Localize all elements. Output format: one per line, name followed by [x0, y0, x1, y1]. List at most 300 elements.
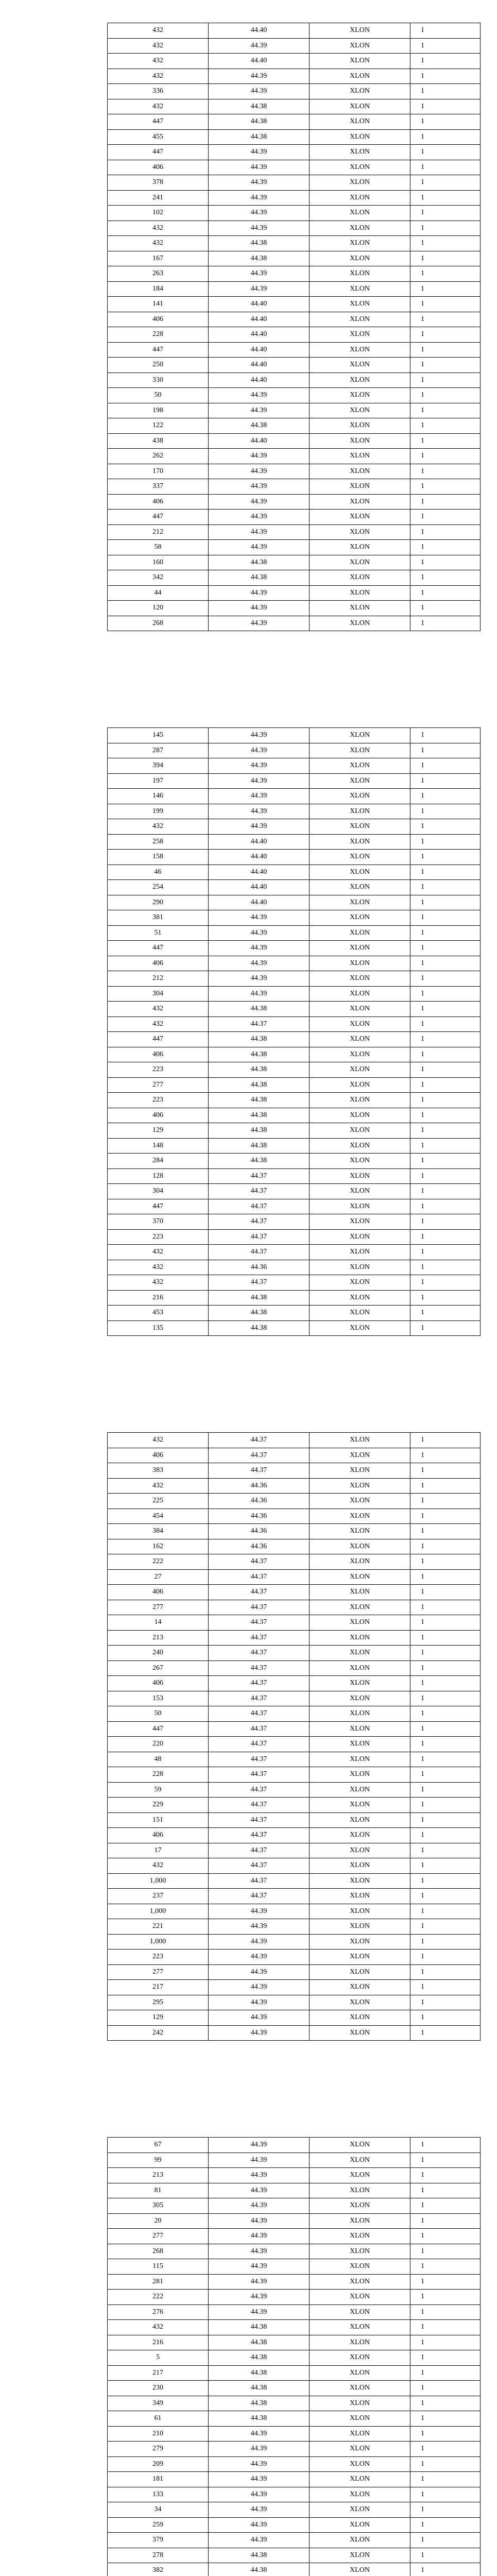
time-cell: 1	[410, 1494, 481, 1509]
venue-cell: XLON	[310, 880, 410, 895]
trade-table	[107, 727, 481, 1336]
volume-cell: 222	[108, 1554, 209, 1570]
table-row	[108, 555, 481, 570]
volume-cell: 199	[108, 804, 209, 819]
table-row	[108, 1615, 481, 1631]
venue-cell: XLON	[310, 1494, 410, 1509]
volume-cell: 432	[108, 1016, 209, 1032]
price-cell: 44.37	[209, 1858, 310, 1874]
table-row	[108, 895, 481, 910]
volume-cell: 453	[108, 1306, 209, 1321]
volume-cell: 381	[108, 910, 209, 926]
time-cell: 1	[410, 1032, 481, 1047]
table-row	[108, 925, 481, 941]
time-cell: 1	[410, 1138, 481, 1154]
volume-cell: 34	[108, 2502, 209, 2518]
venue-cell: XLON	[310, 1214, 410, 1230]
table-row	[108, 23, 481, 39]
table-row	[108, 2411, 481, 2427]
volume-cell: 167	[108, 251, 209, 266]
venue-cell: XLON	[310, 956, 410, 971]
venue-cell: XLON	[310, 743, 410, 758]
volume-cell: 432	[108, 819, 209, 835]
table-row	[108, 251, 481, 266]
venue-cell: XLON	[310, 758, 410, 774]
price-cell: 44.39	[209, 1995, 310, 2010]
venue-cell: XLON	[310, 2502, 410, 2518]
time-cell: 1	[410, 1767, 481, 1783]
time-cell: 1	[410, 925, 481, 941]
table-row	[108, 1062, 481, 1078]
volume-cell: 447	[108, 114, 209, 130]
price-cell: 44.38	[209, 2396, 310, 2411]
volume-cell: 277	[108, 1964, 209, 1980]
time-cell: 1	[410, 880, 481, 895]
volume-cell: 432	[108, 69, 209, 84]
venue-cell: XLON	[310, 1554, 410, 1570]
time-cell: 1	[410, 819, 481, 835]
price-cell: 44.37	[209, 1275, 310, 1291]
time-cell: 1	[410, 1585, 481, 1600]
table-row	[108, 2442, 481, 2457]
time-cell: 1	[410, 1260, 481, 1275]
table-row	[108, 910, 481, 926]
venue-cell: XLON	[310, 616, 410, 631]
price-cell: 44.37	[209, 1229, 310, 1245]
venue-cell: XLON	[310, 449, 410, 464]
price-cell: 44.37	[209, 1630, 310, 1646]
table-row	[108, 585, 481, 601]
price-cell: 44.37	[209, 1016, 310, 1032]
venue-cell: XLON	[310, 1463, 410, 1479]
venue-cell: XLON	[310, 297, 410, 312]
venue-cell: XLON	[310, 1016, 410, 1032]
venue-cell: XLON	[310, 1123, 410, 1139]
table-row	[108, 1433, 481, 1448]
volume-cell: 217	[108, 2365, 209, 2381]
volume-cell: 20	[108, 2213, 209, 2229]
volume-cell: 383	[108, 1463, 209, 1479]
table-row	[108, 2350, 481, 2366]
time-cell: 1	[410, 433, 481, 449]
venue-cell: XLON	[310, 1706, 410, 1722]
price-cell: 44.39	[209, 160, 310, 175]
price-cell: 44.39	[209, 2244, 310, 2259]
time-cell: 1	[410, 1706, 481, 1722]
volume-cell: 394	[108, 758, 209, 774]
volume-cell: 67	[108, 2138, 209, 2153]
volume-cell: 122	[108, 418, 209, 434]
time-cell: 1	[410, 1843, 481, 1858]
volume-cell: 145	[108, 728, 209, 743]
time-cell: 1	[410, 585, 481, 601]
price-cell: 44.38	[209, 1138, 310, 1154]
venue-cell: XLON	[310, 2320, 410, 2335]
volume-cell: 1,000	[108, 1934, 209, 1950]
volume-cell: 277	[108, 2229, 209, 2244]
table-row	[108, 616, 481, 631]
price-cell: 44.39	[209, 84, 310, 99]
table-row	[108, 1199, 481, 1214]
price-cell: 44.37	[209, 1463, 310, 1479]
table-row	[108, 1660, 481, 1676]
price-cell: 44.38	[209, 418, 310, 434]
time-cell: 1	[410, 1615, 481, 1631]
venue-cell: XLON	[310, 1676, 410, 1691]
volume-cell: 223	[108, 1093, 209, 1108]
price-cell: 44.39	[209, 743, 310, 758]
volume-cell: 181	[108, 2472, 209, 2487]
venue-cell: XLON	[310, 1448, 410, 1463]
table-row	[108, 2548, 481, 2563]
price-cell: 44.37	[209, 1706, 310, 1722]
volume-cell: 148	[108, 1138, 209, 1154]
venue-cell: XLON	[310, 206, 410, 221]
venue-cell: XLON	[310, 358, 410, 373]
price-cell: 44.37	[209, 1767, 310, 1783]
time-cell: 1	[410, 464, 481, 479]
time-cell: 1	[410, 327, 481, 343]
price-cell: 44.37	[209, 1873, 310, 1889]
price-cell: 44.38	[209, 251, 310, 266]
time-cell: 1	[410, 971, 481, 987]
volume-cell: 304	[108, 986, 209, 1002]
table-row	[108, 38, 481, 54]
price-cell: 44.39	[209, 524, 310, 540]
volume-cell: 120	[108, 601, 209, 616]
table-row	[108, 327, 481, 343]
price-cell: 44.37	[209, 1737, 310, 1752]
time-cell: 1	[410, 804, 481, 819]
table-row	[108, 1630, 481, 1646]
time-cell: 1	[410, 2335, 481, 2350]
venue-cell: XLON	[310, 54, 410, 69]
venue-cell: XLON	[310, 1154, 410, 1169]
table-row	[108, 986, 481, 1002]
table-row	[108, 2517, 481, 2533]
trade-table-block	[107, 1432, 497, 2041]
venue-cell: XLON	[310, 2335, 410, 2350]
venue-cell: XLON	[310, 1539, 410, 1554]
price-cell: 44.37	[209, 1676, 310, 1691]
volume-cell: 212	[108, 971, 209, 987]
table-row	[108, 449, 481, 464]
table-row	[108, 1509, 481, 1524]
venue-cell: XLON	[310, 1524, 410, 1539]
time-cell: 1	[410, 1184, 481, 1199]
venue-cell: XLON	[310, 2426, 410, 2442]
venue-cell: XLON	[310, 1782, 410, 1798]
time-cell: 1	[410, 1858, 481, 1874]
price-cell: 44.38	[209, 114, 310, 130]
table-row	[108, 2168, 481, 2183]
volume-cell: 287	[108, 743, 209, 758]
time-cell: 1	[410, 2517, 481, 2533]
volume-cell: 276	[108, 2304, 209, 2320]
volume-cell: 378	[108, 175, 209, 191]
time-cell: 1	[410, 773, 481, 789]
time-cell: 1	[410, 1478, 481, 1494]
table-row	[108, 773, 481, 789]
volume-cell: 432	[108, 1245, 209, 1260]
venue-cell: XLON	[310, 773, 410, 789]
venue-cell: XLON	[310, 266, 410, 282]
venue-cell: XLON	[310, 312, 410, 327]
table-row	[108, 1964, 481, 1980]
venue-cell: XLON	[310, 1615, 410, 1631]
venue-cell: XLON	[310, 1934, 410, 1950]
price-cell: 44.38	[209, 2563, 310, 2576]
venue-cell: XLON	[310, 1889, 410, 1904]
volume-cell: 349	[108, 2396, 209, 2411]
time-cell: 1	[410, 358, 481, 373]
price-cell: 44.37	[209, 1646, 310, 1661]
table-row	[108, 2487, 481, 2502]
venue-cell: XLON	[310, 910, 410, 926]
table-row	[108, 524, 481, 540]
volume-cell: 158	[108, 850, 209, 865]
price-cell: 44.39	[209, 2456, 310, 2472]
price-cell: 44.38	[209, 236, 310, 251]
time-cell: 1	[410, 789, 481, 804]
volume-cell: 337	[108, 479, 209, 495]
table-row	[108, 1858, 481, 1874]
venue-cell: XLON	[310, 1798, 410, 1813]
price-cell: 44.39	[209, 971, 310, 987]
table-row	[108, 1706, 481, 1722]
volume-cell: 432	[108, 221, 209, 236]
venue-cell: XLON	[310, 986, 410, 1002]
volume-cell: 281	[108, 2274, 209, 2290]
venue-cell: XLON	[310, 23, 410, 39]
price-cell: 44.37	[209, 1812, 310, 1828]
time-cell: 1	[410, 2502, 481, 2518]
venue-cell: XLON	[310, 1995, 410, 2010]
table-row	[108, 297, 481, 312]
table-row	[108, 342, 481, 358]
price-cell: 44.38	[209, 570, 310, 586]
time-cell: 1	[410, 1047, 481, 1062]
volume-cell: 197	[108, 773, 209, 789]
table-row	[108, 2274, 481, 2290]
table-row	[108, 2244, 481, 2259]
time-cell: 1	[410, 2426, 481, 2442]
time-cell: 1	[410, 758, 481, 774]
price-cell: 44.38	[209, 1047, 310, 1062]
time-cell: 1	[410, 616, 481, 631]
table-row	[108, 1077, 481, 1093]
table-row	[108, 2213, 481, 2229]
volume-cell: 250	[108, 358, 209, 373]
price-cell: 44.40	[209, 342, 310, 358]
table-row	[108, 1108, 481, 1123]
price-cell: 44.38	[209, 555, 310, 570]
price-cell: 44.39	[209, 789, 310, 804]
volume-cell: 432	[108, 2320, 209, 2335]
price-cell: 44.39	[209, 190, 310, 206]
venue-cell: XLON	[310, 1290, 410, 1306]
time-cell: 1	[410, 251, 481, 266]
venue-cell: XLON	[310, 236, 410, 251]
price-cell: 44.39	[209, 616, 310, 631]
table-row	[108, 221, 481, 236]
table-row	[108, 145, 481, 160]
volume-cell: 258	[108, 834, 209, 850]
price-cell: 44.40	[209, 297, 310, 312]
time-cell: 1	[410, 1123, 481, 1139]
volume-cell: 1,000	[108, 1904, 209, 1919]
venue-cell: XLON	[310, 1980, 410, 1995]
price-cell: 44.36	[209, 1524, 310, 1539]
time-cell: 1	[410, 1108, 481, 1123]
venue-cell: XLON	[310, 1858, 410, 1874]
venue-cell: XLON	[310, 1964, 410, 1980]
volume-cell: 432	[108, 1260, 209, 1275]
venue-cell: XLON	[310, 1260, 410, 1275]
table-row	[108, 84, 481, 99]
time-cell: 1	[410, 145, 481, 160]
venue-cell: XLON	[310, 388, 410, 403]
time-cell: 1	[410, 1980, 481, 1995]
time-cell: 1	[410, 2244, 481, 2259]
price-cell: 44.39	[209, 956, 310, 971]
time-cell: 1	[410, 1919, 481, 1935]
time-cell: 1	[410, 1016, 481, 1032]
time-cell: 1	[410, 38, 481, 54]
table-row	[108, 2229, 481, 2244]
volume-cell: 342	[108, 570, 209, 586]
price-cell: 44.39	[209, 540, 310, 555]
table-row	[108, 2138, 481, 2153]
volume-cell: 262	[108, 449, 209, 464]
volume-cell: 102	[108, 206, 209, 221]
table-row	[108, 758, 481, 774]
venue-cell: XLON	[310, 99, 410, 114]
table-row	[108, 206, 481, 221]
volume-cell: 432	[108, 38, 209, 54]
volume-cell: 141	[108, 297, 209, 312]
venue-cell: XLON	[310, 1691, 410, 1706]
volume-cell: 228	[108, 1767, 209, 1783]
price-cell: 44.37	[209, 1433, 310, 1448]
volume-cell: 58	[108, 540, 209, 555]
venue-cell: XLON	[310, 2025, 410, 2041]
time-cell: 1	[410, 1889, 481, 1904]
volume-cell: 222	[108, 2290, 209, 2305]
price-cell: 44.39	[209, 986, 310, 1002]
table-row	[108, 1245, 481, 1260]
price-cell: 44.39	[209, 819, 310, 835]
venue-cell: XLON	[310, 2350, 410, 2366]
time-cell: 1	[410, 1950, 481, 1965]
price-cell: 44.39	[209, 388, 310, 403]
price-cell: 44.39	[209, 1980, 310, 1995]
venue-cell: XLON	[310, 418, 410, 434]
venue-cell: XLON	[310, 1229, 410, 1245]
table-row	[108, 418, 481, 434]
time-cell: 1	[410, 1306, 481, 1321]
volume-cell: 432	[108, 23, 209, 39]
time-cell: 1	[410, 540, 481, 555]
table-row	[108, 403, 481, 418]
time-cell: 1	[410, 266, 481, 282]
table-row	[108, 266, 481, 282]
venue-cell: XLON	[310, 819, 410, 835]
price-cell: 44.39	[209, 601, 310, 616]
venue-cell: XLON	[310, 601, 410, 616]
time-cell: 1	[410, 1214, 481, 1230]
volume-cell: 61	[108, 2411, 209, 2427]
venue-cell: XLON	[310, 2381, 410, 2396]
volume-cell: 184	[108, 281, 209, 297]
venue-cell: XLON	[310, 555, 410, 570]
trade-table	[107, 2137, 481, 2576]
venue-cell: XLON	[310, 834, 410, 850]
time-cell: 1	[410, 2381, 481, 2396]
price-cell: 44.39	[209, 2183, 310, 2198]
table-row	[108, 1919, 481, 1935]
price-cell: 44.39	[209, 2010, 310, 2026]
time-cell: 1	[410, 418, 481, 434]
time-cell: 1	[410, 221, 481, 236]
table-row	[108, 1016, 481, 1032]
time-cell: 1	[410, 129, 481, 145]
time-cell: 1	[410, 2456, 481, 2472]
venue-cell: XLON	[310, 342, 410, 358]
table-row	[108, 2335, 481, 2350]
table-row	[108, 789, 481, 804]
price-cell: 44.40	[209, 865, 310, 880]
time-cell: 1	[410, 99, 481, 114]
venue-cell: XLON	[310, 510, 410, 525]
price-cell: 44.39	[209, 479, 310, 495]
volume-cell: 44	[108, 585, 209, 601]
volume-cell: 27	[108, 1569, 209, 1585]
price-cell: 44.39	[209, 773, 310, 789]
table-row	[108, 1752, 481, 1767]
volume-cell: 59	[108, 1782, 209, 1798]
venue-cell: XLON	[310, 2396, 410, 2411]
price-cell: 44.38	[209, 2548, 310, 2563]
volume-cell: 46	[108, 865, 209, 880]
venue-cell: XLON	[310, 941, 410, 956]
venue-cell: XLON	[310, 1630, 410, 1646]
price-cell: 44.37	[209, 1828, 310, 1843]
time-cell: 1	[410, 1737, 481, 1752]
time-cell: 1	[410, 2010, 481, 2026]
venue-cell: XLON	[310, 2304, 410, 2320]
venue-cell: XLON	[310, 2290, 410, 2305]
price-cell: 44.38	[209, 1002, 310, 1017]
venue-cell: XLON	[310, 129, 410, 145]
time-cell: 1	[410, 190, 481, 206]
volume-cell: 447	[108, 1032, 209, 1047]
volume-cell: 129	[108, 1123, 209, 1139]
trade-table-block	[107, 23, 497, 631]
time-cell: 1	[410, 1320, 481, 1336]
volume-cell: 447	[108, 1721, 209, 1737]
price-cell: 44.37	[209, 1615, 310, 1631]
volume-cell: 221	[108, 1919, 209, 1935]
price-cell: 44.38	[209, 1077, 310, 1093]
table-row	[108, 819, 481, 835]
volume-cell: 162	[108, 1539, 209, 1554]
table-row	[108, 1995, 481, 2010]
venue-cell: XLON	[310, 1062, 410, 1078]
volume-cell: 151	[108, 1812, 209, 1828]
time-cell: 1	[410, 1463, 481, 1479]
table-row	[108, 2320, 481, 2335]
